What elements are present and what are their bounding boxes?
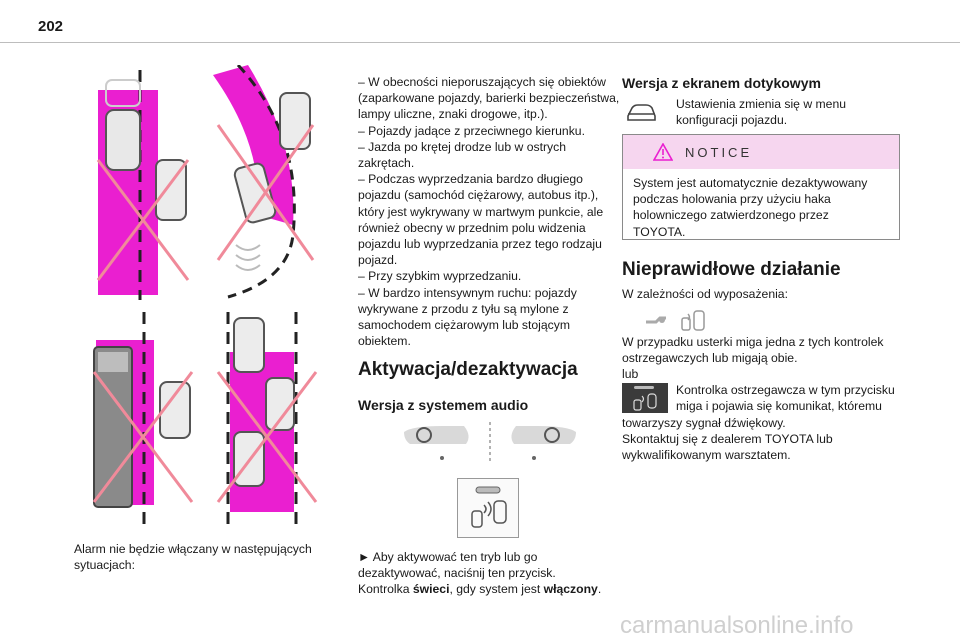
notice-header: [623, 135, 899, 169]
list-line: – Przy szybkim wyprzedzaniu.: [358, 269, 522, 284]
status-line: [358, 581, 620, 597]
list-line: – Podczas wyprzedzania bardzo długiego: [358, 172, 583, 187]
closing-text: [622, 415, 912, 464]
blink-line: ostrzegawczych lub migają obie.: [622, 351, 798, 366]
notice-box: [622, 134, 900, 240]
middle-column: [358, 74, 620, 349]
warning-line: Kontrolka ostrzegawcza w tym przycisku: [676, 383, 895, 397]
list-line: pojazdu lub wyprzedzania przez tego rodzaju: [358, 237, 602, 252]
instruction-line: dezaktywować, naciśnij ten przycisk.: [358, 566, 556, 581]
malfunction-intro: W zależności od wyposażenia:: [622, 287, 788, 301]
illustration-parked-vehicles: [88, 70, 198, 300]
instruction-line: ► Aby aktywować ten tryb lub go: [358, 550, 538, 564]
warning-lights-icons: [644, 308, 710, 332]
status-middle: , gdy system jest: [449, 582, 544, 597]
status-bold-lights: świeci: [412, 582, 450, 597]
notice-title: NOTICE: [685, 144, 753, 160]
list-line: – Jazda po krętej drodze lub w ostrych: [358, 139, 566, 154]
touch-line: Ustawienia zmienia się w menu: [676, 97, 847, 111]
bsm-button[interactable]: [457, 478, 519, 538]
status-suffix: .: [597, 582, 602, 597]
list-line: samochodem ciężarowym lub stojącym: [358, 318, 571, 333]
watermark: carmanualsonline.info: [620, 612, 854, 639]
list-line: obiektem.: [358, 334, 411, 349]
touch-text: [676, 96, 906, 128]
notice-line: holowniczego zatwierdzonego przez: [633, 208, 829, 223]
illustration-long-vehicle: [88, 312, 198, 532]
header-divider: [0, 42, 960, 43]
page-number: 202: [38, 18, 64, 35]
left-caption: Alarm nie będzie włączany w następujących sytuacjach:: [74, 542, 312, 573]
illustration-curved-road: [208, 65, 318, 300]
blink-line: lub: [622, 367, 639, 382]
closing-line: wykwalifikowanym warsztatem.: [622, 448, 791, 463]
status-bold-on: włączony: [543, 582, 598, 597]
audio-subheading: Wersja z systemem audio: [358, 397, 529, 413]
blink-line: W przypadku usterki miga jedna z tych kontrolek: [622, 335, 884, 349]
list-line: lampy uliczne, znaki drogowe, itp.).: [358, 107, 548, 122]
list-line: (zaparkowane pojazdy, barierki bezpieczeństwa,: [358, 91, 620, 106]
list-line: który jest wykrywany w martwym punkcie, ale: [358, 204, 604, 219]
blink-text: [622, 334, 912, 383]
mirror-indicator-icon: [402, 422, 578, 466]
blind-spot-button-icon: [458, 479, 518, 537]
warning-triangle-icon: [653, 143, 673, 161]
list-line: również obecny w przednim polu widzenia: [358, 220, 586, 235]
notice-line: System jest automatycznie dezaktywowany: [633, 176, 868, 190]
warning-button-icon: [622, 383, 668, 413]
car-settings-icon: [624, 100, 658, 124]
touch-heading: Wersja z ekranem dotykowym: [622, 75, 821, 91]
list-line: – Pojazdy jadące z przeciwnego kierunku.: [358, 123, 585, 138]
warning-text: [676, 382, 906, 414]
touch-line: konfiguracji pojazdu.: [676, 113, 788, 128]
status-prefix: Kontrolka: [358, 582, 413, 597]
illustration-dense-traffic: [210, 312, 320, 532]
list-line: pojazdu (samochód ciężarowy, autobus itp.),: [358, 188, 599, 203]
section-heading: Aktywacja/dezaktywacja: [358, 359, 578, 380]
list-line: zakrętach.: [358, 156, 415, 171]
activation-instructions: [358, 549, 620, 598]
list-line: – W obecności nieporuszających się obiektów: [358, 75, 606, 89]
closing-line: Skontaktuj się z dealerem TOYOTA lub: [622, 432, 833, 447]
list-line: wykrywane z przodu z tyłu są mylone z: [358, 301, 569, 316]
list-line: – W bardzo intensywnym ruchu: pojazdy: [358, 285, 577, 300]
notice-body: [623, 169, 899, 246]
malfunction-heading: Nieprawidłowe działanie: [622, 259, 841, 280]
notice-line: podczas holowania przy użyciu haka: [633, 192, 831, 207]
notice-line: TOYOTA.: [633, 224, 686, 239]
list-line: pojazd.: [358, 253, 398, 268]
closing-line: towarzyszy sygnał dźwiękowy.: [622, 416, 786, 430]
warning-line: miga i pojawia się komunikat, któremu: [676, 399, 882, 414]
